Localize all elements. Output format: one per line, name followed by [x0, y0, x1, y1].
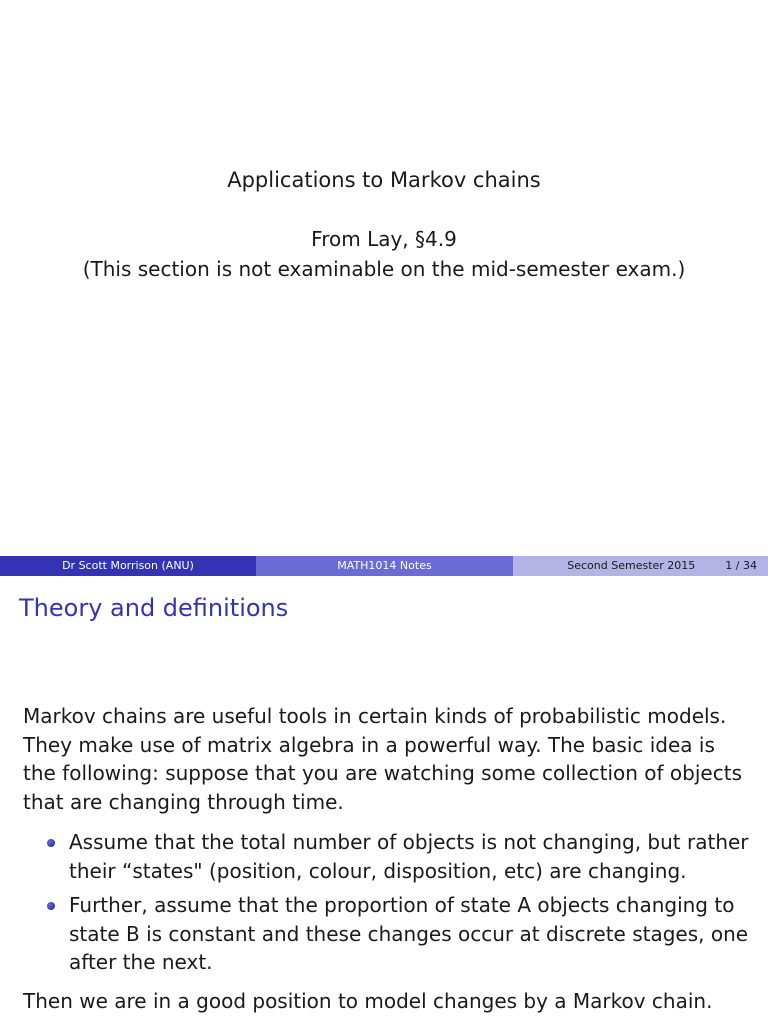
list-item [23, 891, 753, 977]
bullet-list [23, 828, 753, 977]
footer-page-number: 1 / 34 [725, 559, 757, 572]
conclusion-paragraph: Then we are in a good position to model changes by a Markov chain. [23, 988, 713, 1013]
bullet-icon [47, 902, 55, 910]
bullet-text: Assume that the total number of objects is not changing, but rather their “states" (position, colour, disposition, etc) are changing. [69, 830, 749, 883]
list-item [23, 828, 753, 885]
frame-title: Theory and definitions [19, 594, 289, 622]
bullet-text: Further, assume that the proportion of state A objects changing to state B is constant and these changes occur at discrete stages, one after the next. [69, 893, 749, 974]
bullet-icon [47, 839, 55, 847]
footer-date: Second Semester 2015 [567, 559, 696, 572]
intro-paragraph: Markov chains are useful tools in certain kinds of probabilistic models. They make use of matrix algebra in a powerful way. The basic idea is the following: suppose that you are watching some collection of objects that are changing through time. [23, 704, 742, 814]
slide-subtitle [0, 224, 768, 284]
slide-title: Applications to Markov chains [227, 168, 541, 192]
footer-author: Dr Scott Morrison (ANU) [0, 556, 256, 576]
exam-note: (This section is not examinable on the mid-semester exam.) [82, 257, 686, 281]
footer-course: MATH1014 Notes [256, 556, 513, 576]
theory-slide [0, 576, 768, 1024]
slide-footer [0, 556, 768, 576]
source-reference: From Lay, §4.9 [311, 227, 457, 251]
footer-info [513, 556, 768, 576]
slide-body [23, 702, 753, 1015]
